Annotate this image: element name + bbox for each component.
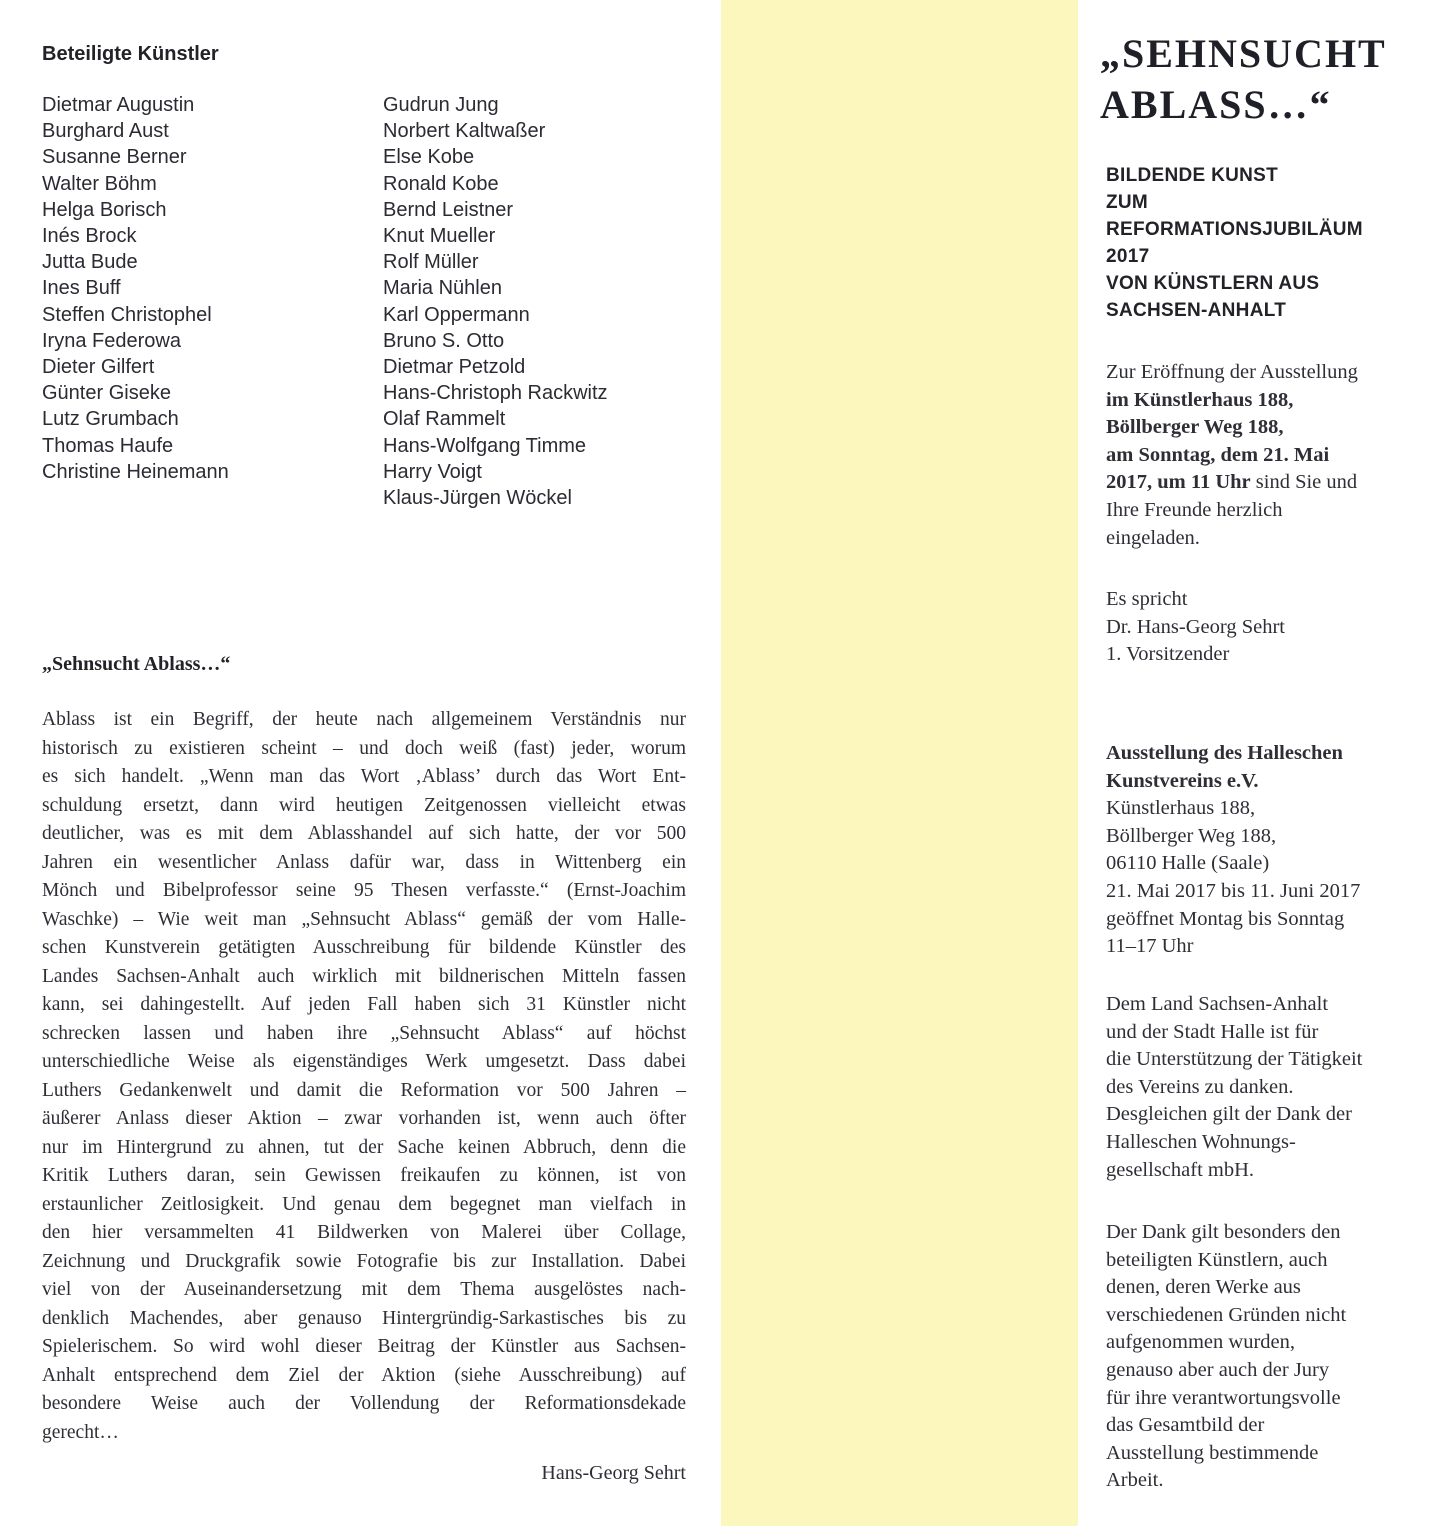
text-segment: Künstlerhaus 188,: [1106, 797, 1256, 820]
artist-name: Hans-Wolfgang Timme: [383, 434, 587, 457]
essay-line: Kritik Luthers daran, sein Gewissen freikaufen zu können, ist von: [42, 1165, 686, 1186]
essay-line: Ablass ist ein Begriff, der heute nach allgemeinem Verständnis nur: [42, 709, 686, 730]
acknowledgement-line: Der Dank gilt besonders den: [1106, 1221, 1341, 1243]
speaker-line: 1. Vorsitzender: [1106, 643, 1230, 666]
invitation-line: [1106, 525, 1428, 553]
acknowledgement-line: genauso aber auch der Jury: [1106, 1358, 1330, 1381]
exhibition-title-line1: „SEHNSUCHT: [1100, 31, 1387, 76]
artist-name: Else Kobe: [383, 146, 475, 169]
bold-text-segment: am Sonntag, dem 21. Mai: [1106, 443, 1330, 466]
text-segment: geöffnet Montag bis Sonntag: [1106, 907, 1345, 930]
speaker-line: Es spricht: [1106, 588, 1188, 610]
artists-column-1: [42, 92, 372, 485]
bold-text-segment: Ausstellung des Halleschen: [1106, 742, 1343, 764]
exhibition-detail-line: [1106, 906, 1428, 934]
exhibition-title: [1100, 28, 1430, 130]
artist-name: Karl Oppermann: [383, 303, 530, 326]
exhibition-subtitle: [1106, 162, 1426, 324]
artist-name: Burghard Aust: [42, 120, 169, 143]
exhibition-detail-line: [1106, 768, 1428, 796]
text-segment: Ihre Freunde herzlich: [1106, 498, 1283, 521]
bold-text-segment: 2017, um 11 Uhr: [1106, 471, 1251, 494]
invitation-line: [1106, 469, 1428, 497]
artist-name: Helga Borisch: [42, 198, 167, 221]
artist-name: Hans-Christoph Rackwitz: [383, 382, 608, 405]
essay-line: historisch zu existieren scheint – und doch weiß (fast) jeder, worum: [42, 737, 686, 759]
essay-line: Anhalt entsprechend dem Ziel der Aktion (siehe Ausschreibung) auf: [42, 1364, 686, 1386]
acknowledgement-line: die Unterstützung der Tätigkeit: [1106, 1048, 1363, 1071]
exhibition-detail-line: [1106, 850, 1428, 878]
essay-line: kann, sei dahingestellt. Auf jeden Fall haben sich 31 Künstler nicht: [42, 994, 686, 1015]
essay-line: Mönch und Bibelprofessor seine 95 Thesen verfasste.“ (Ernst-Joachim: [42, 880, 686, 901]
text-segment: eingeladen.: [1106, 526, 1200, 549]
bold-text-segment: im Künstlerhaus 188,: [1106, 388, 1294, 411]
acknowledgement-line: das Gesamtbild der: [1106, 1414, 1265, 1437]
essay-line: äußerer Anlass dieser Aktion – zwar vorhanden ist, wenn auch öfter: [42, 1108, 686, 1129]
artist-name: Walter Böhm: [42, 172, 157, 195]
exhibition-detail-line: [1106, 823, 1428, 851]
essay-line: schen Kunstverein getätigten Ausschreibung für bildende Künstler des: [42, 937, 686, 958]
artist-name: Steffen Christophel: [42, 303, 212, 326]
artist-name: Norbert Kaltwaßer: [383, 120, 546, 143]
essay-line: nur im Hintergrund zu ahnen, tut der Sache keinen Abbruch, denn die: [42, 1136, 686, 1158]
bold-text-segment: Kunstvereins e.V.: [1106, 769, 1259, 792]
artist-name: Inés Brock: [42, 225, 137, 248]
acknowledgement-line: Dem Land Sachsen-Anhalt: [1106, 993, 1329, 1015]
speaker-line: Dr. Hans-Georg Sehrt: [1106, 615, 1285, 638]
essay-line: Zeichnung und Druckgrafik sowie Fotografie bis zur Installation. Dabei: [42, 1250, 686, 1272]
bold-text-segment: Böllberger Weg 188,: [1106, 416, 1284, 439]
exhibition-title-line2: ABLASS…“: [1100, 82, 1332, 127]
text-segment: sind Sie und: [1250, 471, 1358, 494]
artist-name: Bruno S. Otto: [383, 329, 505, 352]
artists-column-2: [383, 92, 713, 511]
essay-line: besondere Weise auch der Vollendung der Reformationsdekade: [42, 1393, 686, 1414]
invitation-line: [1106, 359, 1428, 387]
acknowledgement-line: Halleschen Wohnungs-: [1106, 1130, 1296, 1153]
yellow-divider-band: [721, 0, 1078, 1526]
acknowledgement-line: denen, deren Werke aus: [1106, 1276, 1301, 1299]
essay-signature: Hans-Georg Sehrt: [541, 1462, 686, 1484]
exhibition-detail-line: [1106, 795, 1428, 823]
artist-name: Dieter Gilfert: [42, 356, 155, 379]
artist-name: Maria Nühlen: [383, 277, 502, 300]
artist-name: Bernd Leistner: [383, 198, 514, 221]
essay-line: es sich handelt. „Wenn man das Wort ‚Ablass’ durch das Wort Ent-: [42, 766, 686, 787]
essay-line: schuldung ersetzt, dann wird heutigen Zeitgenossen vielleicht etwas: [42, 794, 686, 816]
artist-name: Rolf Müller: [383, 251, 479, 274]
exhibition-detail-line: [1106, 933, 1428, 961]
text-segment: Zur Eröffnung der Ausstellung: [1106, 361, 1358, 383]
essay-line: Spielerischem. So wird wohl dieser Beitrag der Künstler aus Sachsen-: [42, 1336, 686, 1357]
artist-name: Dietmar Petzold: [383, 356, 526, 379]
acknowledgement-line: Ausstellung bestimmende: [1106, 1441, 1319, 1464]
text-segment: 11–17 Uhr: [1106, 935, 1194, 958]
exhibition-detail-line: [1106, 740, 1428, 768]
subtitle-line: SACHSEN-ANHALT: [1106, 300, 1287, 321]
acknowledgement-line: Arbeit.: [1106, 1469, 1164, 1492]
acknowledgement-line: aufgenommen wurden,: [1106, 1331, 1295, 1354]
essay-line: denklich Machendes, aber genauso Hintergründig-Sarkastisches bis zu: [42, 1307, 686, 1329]
artist-name: Ronald Kobe: [383, 172, 499, 195]
artist-name: Christine Heinemann: [42, 460, 229, 483]
artist-name: Olaf Rammelt: [383, 408, 506, 431]
artist-name: Ines Buff: [42, 277, 121, 300]
artist-name: Knut Mueller: [383, 225, 496, 248]
essay-line: gerecht…: [42, 1421, 119, 1443]
essay-line: deutlicher, was es mit dem Ablasshandel auf sich hatte, der vor 500: [42, 823, 686, 844]
essay-heading: „Sehnsucht Ablass…“: [42, 653, 231, 675]
essay-line: schrecken lassen und haben ihre „Sehnsucht Ablass“ auf höchst: [42, 1022, 686, 1044]
invitation-line: [1106, 442, 1428, 470]
invitation-line: [1106, 387, 1428, 415]
subtitle-line: VON KÜNSTLERN AUS: [1106, 273, 1320, 294]
artist-name: Gudrun Jung: [383, 94, 499, 116]
text-segment: 21. Mai 2017 bis 11. Juni 2017: [1106, 879, 1361, 902]
essay-line: Waschke) – Wie weit man „Sehnsucht Ablass“ gemäß der vom Halle-: [42, 908, 686, 930]
artists-list-heading: Beteiligte Künstler: [42, 43, 219, 65]
acknowledgement-line: für ihre verantwortungsvolle: [1106, 1386, 1341, 1409]
subtitle-line: REFORMATIONSJUBILÄUM: [1106, 219, 1363, 240]
text-segment: Böllberger Weg 188,: [1106, 824, 1277, 847]
artist-name: Harry Voigt: [383, 460, 482, 483]
text-segment: 06110 Halle (Saale): [1106, 852, 1270, 875]
acknowledgement-line: verschiedenen Gründen nicht: [1106, 1303, 1347, 1326]
artist-name: Iryna Federowa: [42, 329, 181, 352]
subtitle-line: BILDENDE KUNST: [1106, 165, 1279, 186]
subtitle-line: 2017: [1106, 246, 1150, 267]
artist-name: Susanne Berner: [42, 146, 187, 169]
opening-invitation: [1106, 359, 1428, 552]
essay-line: den hier versammelten 41 Bildwerken von Malerei über Collage,: [42, 1222, 686, 1243]
essay-line: unterschiedliche Weise als eigenständiges Werk umgesetzt. Dass dabei: [42, 1051, 686, 1072]
subtitle-line: ZUM: [1106, 192, 1149, 213]
acknowledgement-line: und der Stadt Halle ist für: [1106, 1020, 1319, 1043]
essay-paragraph: [42, 706, 686, 1447]
acknowledgement-line: gesellschaft mbH.: [1106, 1158, 1255, 1181]
acknowledgement-line: beteiligten Künstlern, auch: [1106, 1248, 1328, 1271]
artist-name: Günter Giseke: [42, 382, 171, 405]
acknowledgement-artists-jury: [1106, 1219, 1428, 1495]
exhibition-details: [1106, 740, 1428, 961]
artist-name: Dietmar Augustin: [42, 94, 195, 116]
artist-name: Jutta Bude: [42, 251, 138, 274]
essay-line: viel von der Auseinandersetzung mit dem Thema ausgelöstes nach-: [42, 1279, 686, 1300]
essay-line: erstaunlicher Zeitlosigkeit. Und genau dem begegnet man vielfach in: [42, 1193, 686, 1215]
invitation-line: [1106, 414, 1428, 442]
essay-line: Luthers Gedankenwelt und damit die Reformation vor 500 Jahren –: [42, 1079, 686, 1101]
speaker-info: [1106, 586, 1428, 669]
artist-name: Lutz Grumbach: [42, 408, 179, 431]
artist-name: Klaus-Jürgen Wöckel: [383, 487, 572, 510]
invitation-line: [1106, 497, 1428, 525]
acknowledgement-line: des Vereins zu danken.: [1106, 1075, 1294, 1098]
essay-line: Landes Sachsen-Anhalt auch wirklich mit bildnerischen Mitteln fassen: [42, 965, 686, 987]
acknowledgement-sponsors: [1106, 991, 1428, 1184]
artist-name: Thomas Haufe: [42, 434, 174, 457]
essay-line: Jahren ein wesentlicher Anlass dafür war, dass in Wittenberg ein: [42, 851, 686, 873]
exhibition-detail-line: [1106, 878, 1428, 906]
acknowledgement-line: Desgleichen gilt der Dank der: [1106, 1103, 1352, 1126]
